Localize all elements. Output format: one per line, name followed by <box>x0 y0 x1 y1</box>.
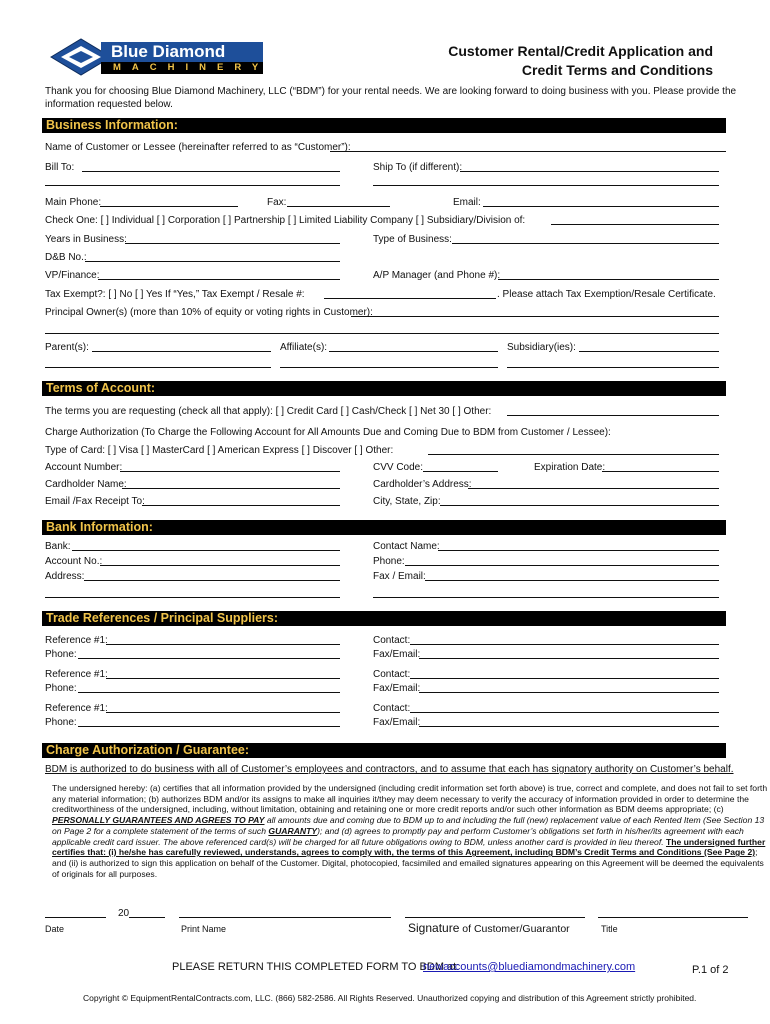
bank-address-field-2[interactable] <box>45 597 340 598</box>
copyright-notice: Copyright © EquipmentRentalContracts.com, LLC. (866) 582-2586. All Rights Reserved. Unauthorized copying and distribution of this Agreement strictly prohibited. <box>83 993 697 1003</box>
bank-field[interactable] <box>72 550 340 551</box>
bank-label: Bank: <box>45 541 71 552</box>
authorization-statement: BDM is authorized to do business with all of Customer’s employees and contractors, and to assume that each has signatory authority on Customer’s behalf. <box>45 764 734 775</box>
bill-to-field-2[interactable] <box>45 185 340 186</box>
signature-rest: of Customer/Guarantor <box>459 923 570 935</box>
terms-of-account-heading: Terms of Account: <box>42 381 726 396</box>
tax-exempt-field[interactable] <box>324 298 496 299</box>
reference-contact-field[interactable] <box>410 712 719 713</box>
bank-fax-field[interactable] <box>425 580 719 581</box>
vp-finance-label: VP/Finance: <box>45 270 100 281</box>
page-number: P.1 of 2 <box>692 964 729 976</box>
bank-phone-field[interactable] <box>405 565 719 566</box>
ap-manager-label: A/P Manager (and Phone #): <box>373 270 501 281</box>
bank-account-field[interactable] <box>100 565 340 566</box>
subsidiaries-label: Subsidiary(ies): <box>507 342 576 353</box>
account-number-label: Account Number: <box>45 462 123 473</box>
guarantee-line-4 <box>52 815 765 826</box>
reference-faxemail-label: Fax/Email: <box>373 717 421 728</box>
cardholder-address-field[interactable] <box>468 488 719 489</box>
reference-field[interactable] <box>106 644 340 645</box>
requested-terms-checkboxes[interactable]: The terms you are requesting (check all that apply): [ ] Credit Card [ ] Cash/Check [ ] Net 30 [ ] Other: <box>45 406 492 417</box>
principal-owners-field[interactable] <box>351 316 719 317</box>
affiliates-field-2[interactable] <box>280 367 498 368</box>
print-name-label: Print Name <box>181 924 227 934</box>
expiration-label: Expiration Date: <box>534 462 606 473</box>
card-type-checkboxes[interactable]: Type of Card: [ ] Visa [ ] MasterCard [ ] American Express [ ] Discover [ ] Other: <box>45 445 394 456</box>
reference-faxemail-field[interactable] <box>419 658 719 659</box>
title-label: Title <box>601 924 618 934</box>
type-of-business-field[interactable] <box>452 243 719 244</box>
guarantee-line-8: and (ii) is authorized to sign this application on behalf of the Customer. Digital, photocopied, facsimiled and emailed signatures appearing on this Agreement will be deemed the equivalents <box>52 857 764 868</box>
trade-references-heading: Trade References / Principal Suppliers: <box>42 611 726 626</box>
reference-field[interactable] <box>106 678 340 679</box>
bank-phone-label: Phone: <box>373 556 405 567</box>
reference-phone-field[interactable] <box>78 726 340 727</box>
reference-label: Reference #1: <box>45 669 108 680</box>
tax-exempt-label[interactable]: Tax Exempt?: [ ] No [ ] Yes If “Yes,” Tax Exempt / Resale #: <box>45 289 305 300</box>
affiliates-label: Affiliate(s): <box>280 342 328 353</box>
guarantee-paragraph <box>52 783 768 879</box>
guarantee-line-2: any material information; (b) authorizes BDM and/or its assigns to make all inquiries it/they may deem necessary to verify the accuracy of information provided in order to determine the <box>52 793 749 804</box>
reference-contact-label: Contact: <box>373 635 411 646</box>
subsidiary-of-field[interactable] <box>551 224 719 225</box>
bank-info-heading: Bank Information: <box>42 520 726 535</box>
principal-owners-field-2[interactable] <box>45 333 719 334</box>
dnb-label: D&B No.: <box>45 252 87 263</box>
bank-contact-label: Contact Name: <box>373 541 440 552</box>
other-terms-field[interactable] <box>507 415 719 416</box>
guaranty-emphasis: GUARANTY <box>268 825 318 836</box>
subsidiaries-field[interactable] <box>579 351 719 352</box>
document-title <box>448 42 713 80</box>
title-line-2: Credit Terms and Conditions <box>521 62 713 78</box>
ship-to-label: Ship To (if different): <box>373 162 463 173</box>
parents-label: Parent(s): <box>45 342 89 353</box>
reference-faxemail-label: Fax/Email: <box>373 683 421 694</box>
reference-contact-field[interactable] <box>410 644 719 645</box>
reference-faxemail-label: Fax/Email: <box>373 649 421 660</box>
parents-field-2[interactable] <box>45 367 271 368</box>
reference-faxemail-field[interactable] <box>419 692 719 693</box>
ap-manager-field[interactable] <box>498 279 719 280</box>
guarantee-line-6a: applicable credit card issuer. The above referenced card(s) will be charged for all future obligations owing to BDM, unless another card is provided in lieu thereof. <box>52 836 666 847</box>
account-number-field[interactable] <box>120 471 340 472</box>
reference-phone-label: Phone: <box>45 717 77 728</box>
subsidiaries-field-2[interactable] <box>507 367 719 368</box>
bank-contact-field[interactable] <box>438 550 719 551</box>
guarantee-line-5 <box>52 825 744 837</box>
date-field-1[interactable] <box>45 917 106 918</box>
logo-brand: Blue Diamond <box>111 42 226 61</box>
guarantee-line-1: The undersigned hereby: (a) certifies that all information provided by the undersigned (including credit information set forth above) is true, correct and complete, and does not fail to set forth <box>52 783 768 793</box>
other-card-field[interactable] <box>428 454 719 455</box>
reference-contact-label: Contact: <box>373 669 411 680</box>
reference-phone-label: Phone: <box>45 683 77 694</box>
reference-field[interactable] <box>106 712 340 713</box>
guarantee-line-7 <box>52 847 758 858</box>
reference-faxemail-field[interactable] <box>419 726 719 727</box>
guarantee-line-7b: ; <box>755 847 758 858</box>
bank-account-label: Account No.: <box>45 556 103 567</box>
signature-field[interactable] <box>405 917 585 918</box>
main-phone-label: Main Phone: <box>45 197 102 208</box>
guarantee-line-3: creditworthiness of the undersigned, including, without limitation, obtaining and retaining one or more credit reports and/or such other information as BDM deems appropriate; (c) <box>52 804 724 815</box>
bank-address-field[interactable] <box>84 580 340 581</box>
signature-bold: Signature <box>408 921 460 935</box>
cardholder-name-field[interactable] <box>122 488 340 489</box>
expiration-field[interactable] <box>602 471 719 472</box>
reference-phone-field[interactable] <box>78 658 340 659</box>
years-in-business-label: Years in Business: <box>45 234 127 245</box>
company-logo <box>47 36 270 78</box>
reference-phone-label: Phone: <box>45 649 77 660</box>
print-name-field[interactable] <box>179 917 391 918</box>
city-state-zip-label: City, State, Zip: <box>373 496 441 507</box>
receipt-to-field[interactable] <box>142 505 340 506</box>
reference-label: Reference #1: <box>45 635 108 646</box>
principal-owners-label: Principal Owner(s) (more than 10% of equity or voting rights in Customer): <box>45 307 373 318</box>
reference-phone-field[interactable] <box>78 692 340 693</box>
city-state-zip-field[interactable] <box>440 505 719 506</box>
guarantee-line-4-rest: all amounts due and coming due to BDM up to and including the full (new) replacement value of each Rented Item (See Section 13 <box>264 815 765 826</box>
entity-type-checkboxes[interactable]: Check One: [ ] Individual [ ] Corporation [ ] Partnership [ ] Limited Liability Company [ ] Subsidiary/Division of: <box>45 215 526 226</box>
personal-guarantee-emphasis: PERSONALLY GUARANTEES AND AGREES TO PAY <box>52 815 265 826</box>
bank-address-label: Address: <box>45 571 85 582</box>
guarantee-line-5c: ); and (d) agrees to promptly pay and perform Customer’s obligations set forth in his/her/its agreement with each <box>317 825 744 836</box>
intro-line-2: information requested below. <box>45 99 173 110</box>
dnb-field[interactable] <box>85 261 340 262</box>
reference-contact-label: Contact: <box>373 703 411 714</box>
ship-to-field[interactable] <box>460 171 719 172</box>
customer-name-label: Name of Customer or Lessee (hereinafter referred to as “Customer”): <box>45 142 351 153</box>
bank-fax-label: Fax / Email: <box>373 571 426 582</box>
return-email-link[interactable]: newaccounts@bluediamondmachinery.com <box>423 961 636 973</box>
year-prefix: 20 <box>118 908 130 919</box>
customer-name-field[interactable] <box>330 151 726 152</box>
logo-sub: MACHINERY <box>113 62 270 73</box>
main-phone-field[interactable] <box>100 206 238 207</box>
reference-label: Reference #1: <box>45 703 108 714</box>
bank-extra-field[interactable] <box>373 597 719 598</box>
charge-authorization-text: Charge Authorization (To Charge the Following Account for All Amounts Due and Coming Due to BDM from Customer / Lessee): <box>45 427 611 438</box>
bill-to-label: Bill To: <box>45 162 75 173</box>
fax-label: Fax: <box>267 197 287 208</box>
return-instructions: PLEASE RETURN THIS COMPLETED FORM TO BDM at: <box>172 961 460 973</box>
intro-line-1: Thank you for choosing Blue Diamond Machinery, LLC (“BDM”) for your rental needs. We are looking forward to doing business with you. Please provide the <box>45 86 737 97</box>
signature-label <box>408 922 570 936</box>
date-field-2[interactable] <box>129 917 165 918</box>
email-field[interactable] <box>483 206 719 207</box>
ship-to-field-2[interactable] <box>373 185 719 186</box>
date-label: Date <box>45 924 65 934</box>
fax-field[interactable] <box>287 206 390 207</box>
certifies-emphasis: The undersigned further <box>665 836 766 847</box>
years-in-business-field[interactable] <box>125 243 340 244</box>
title-line-1: Customer Rental/Credit Application and <box>448 43 713 59</box>
guarantee-line-5a: on Page 2 for a complete statement of the terms of such <box>52 825 269 836</box>
cvv-label: CVV Code: <box>373 462 424 473</box>
title-field[interactable] <box>598 917 748 918</box>
cvv-field[interactable] <box>423 471 498 472</box>
tax-exempt-note: . Please attach Tax Exemption/Resale Certificate. <box>497 289 716 300</box>
affiliates-field[interactable] <box>329 351 498 352</box>
reference-contact-field[interactable] <box>410 678 719 679</box>
cardholder-name-label: Cardholder Name: <box>45 479 127 490</box>
certification-emphasis: certifies that: (i) he/she has carefully reviewed, understands, agrees to comply with, the terms of this Agreement, including BDM’s Credit Terms and Conditions (See Page 2) <box>52 847 756 858</box>
bill-to-field[interactable] <box>82 171 340 172</box>
type-of-business-label: Type of Business: <box>373 234 452 245</box>
guarantee-line-6 <box>52 836 766 848</box>
cardholder-address-label: Cardholder’s Address: <box>373 479 472 490</box>
guarantee-heading: Charge Authorization / Guarantee: <box>42 743 726 758</box>
parents-field[interactable] <box>92 351 271 352</box>
receipt-to-label: Email /Fax Receipt To: <box>45 496 145 507</box>
email-label: Email: <box>453 197 481 208</box>
guarantee-line-9: of originals for all purposes. <box>52 868 158 879</box>
business-info-heading: Business Information: <box>42 118 726 133</box>
vp-finance-field[interactable] <box>98 279 340 280</box>
